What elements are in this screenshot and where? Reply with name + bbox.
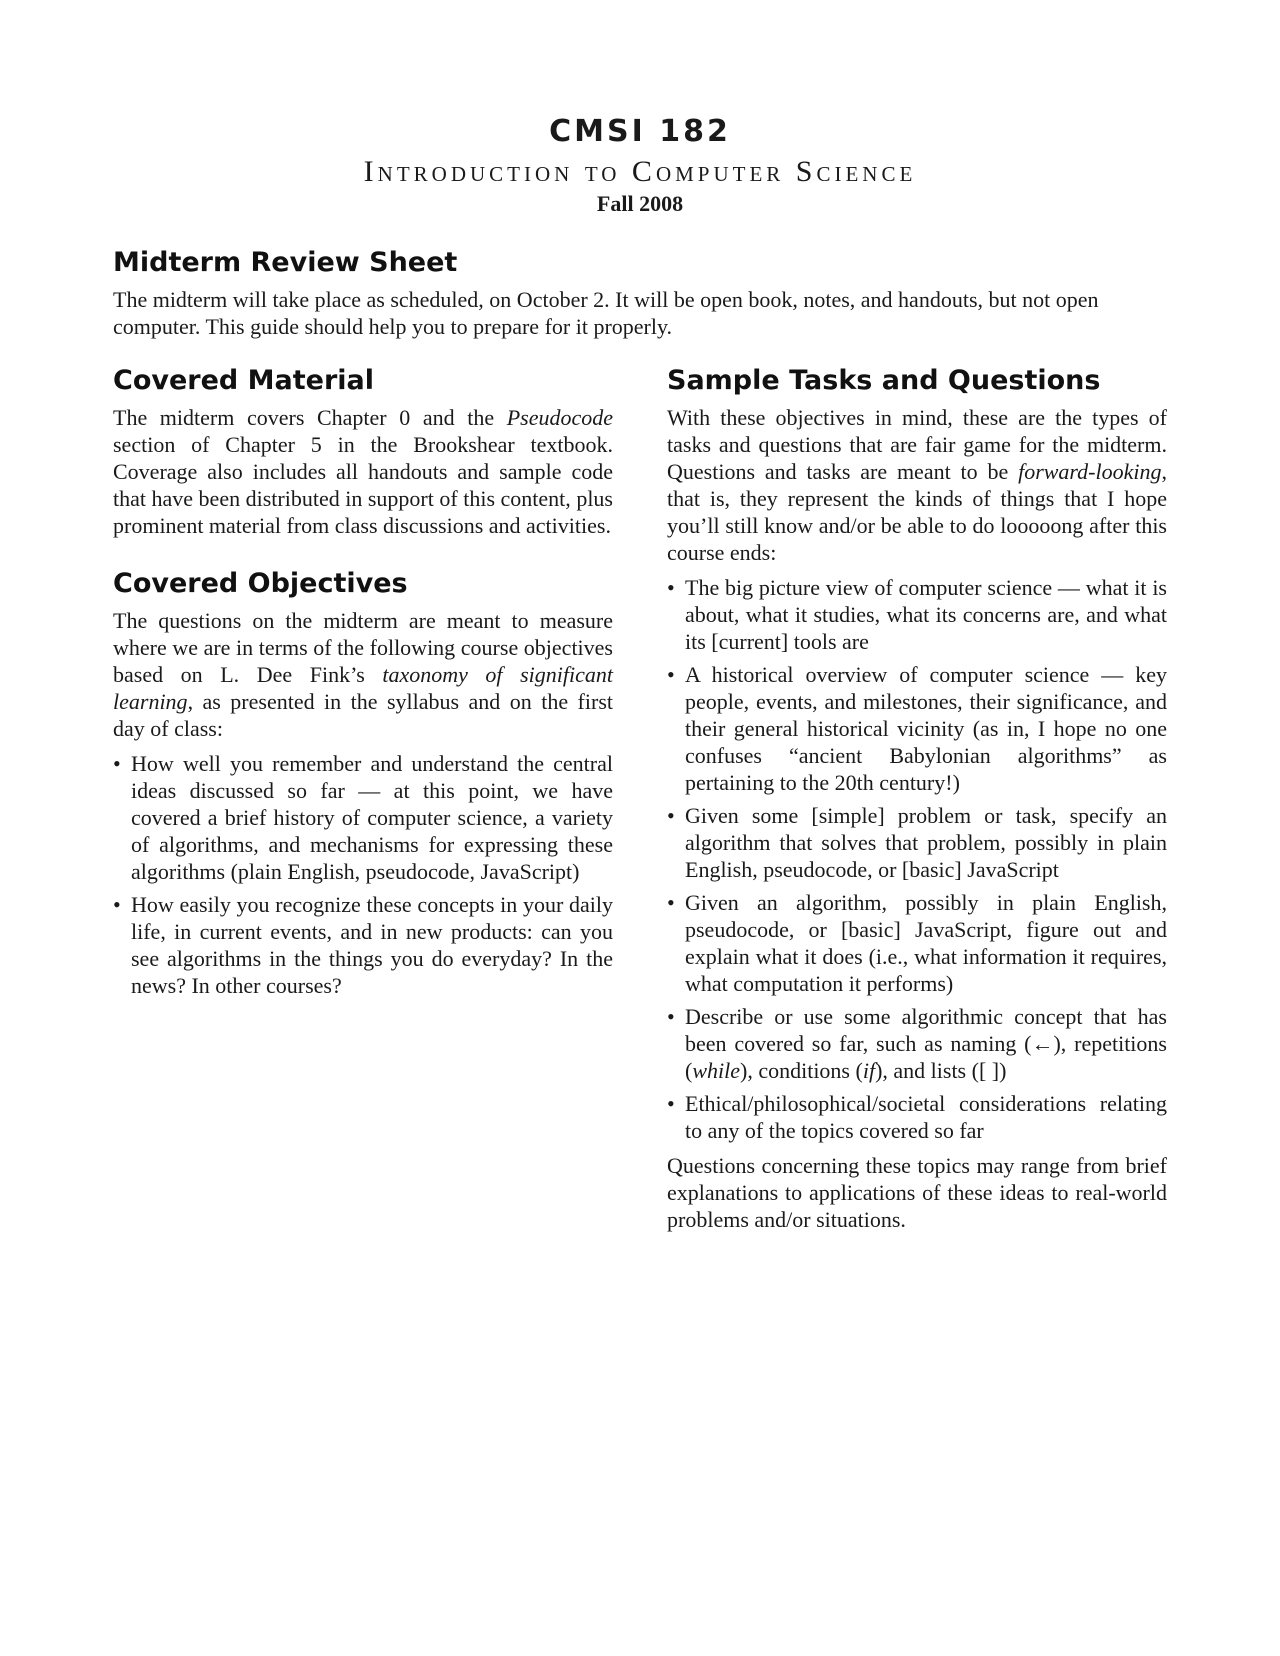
list-item-text-part: ), conditions ( xyxy=(740,1058,863,1083)
course-name: Introduction to Computer Science xyxy=(363,155,917,188)
objectives-list xyxy=(113,750,613,999)
list-item: • Given some [simple] problem or task, specify an algorithm that solves that problem, possibly in plain English, pseudocode, or [basic] JavaScript xyxy=(667,802,1167,883)
sample-tasks-intro xyxy=(667,404,1167,566)
list-item: • How well you remember and understand the central ideas discussed so far — at this point, we have covered a brief history of computer science, a variety of algorithms, and mechanisms for expressing these algorithms (plain English, pseudocode, JavaScript) xyxy=(113,750,613,885)
course-code: CMSI 182 xyxy=(549,114,731,149)
sample-tasks-section xyxy=(667,364,1167,1233)
covered-material-title: Covered Material xyxy=(113,365,374,396)
covered-material-section xyxy=(113,364,613,539)
list-item xyxy=(667,1003,1167,1084)
intro-text: The midterm will take place as scheduled, on October 2. It will be open book, notes, and handouts, but not open computer. This guide should help you to prepare for it properly. xyxy=(113,287,1099,339)
covered-objectives-text-part: , as presented in the syllabus and on the first day of class: xyxy=(113,689,613,741)
list-item: • The big picture view of computer science — what it is about, what it studies, what its concerns are, and what its [current] tools are xyxy=(667,574,1167,655)
covered-objectives-emphasis: taxonomy of significant learning xyxy=(113,662,614,714)
sample-tasks-emphasis: forward-looking xyxy=(1018,459,1162,484)
list-item: • Given an algorithm, possibly in plain English, pseudocode, or [basic] JavaScript, figure out and explain what it does (i.e., what information it requires, what computation it performs) xyxy=(667,889,1167,997)
two-columns xyxy=(113,364,1167,1233)
intro-section xyxy=(113,246,1167,340)
list-item: • Ethical/philosophical/societal considerations relating to any of the topics covered so far xyxy=(667,1090,1167,1144)
list-item-emphasis: if xyxy=(862,1058,876,1083)
covered-objectives-title: Covered Objectives xyxy=(113,568,408,599)
sample-tasks-text-part: With these objectives in mind, these are the types of tasks and questions that are fair game for the midterm. Questions and tasks are meant to be xyxy=(667,405,1167,484)
sample-tasks-title: Sample Tasks and Questions xyxy=(667,365,1101,396)
sample-tasks-text-part: , that is, they represent the kinds of things that I hope you’ll still know and/or be able to do looooong after this course ends: xyxy=(667,459,1167,565)
left-column xyxy=(113,364,613,1233)
covered-material-text-part: The midterm covers Chapter 0 and the xyxy=(113,405,507,430)
tasks-list xyxy=(667,574,1167,1144)
document-header xyxy=(113,112,1167,218)
intro-title: Midterm Review Sheet xyxy=(113,247,458,278)
list-item: • How easily you recognize these concepts in your daily life, in current events, and in new products: can you see algorithms in the things you do everyday? In the news? In other courses? xyxy=(113,891,613,999)
list-item-emphasis: while xyxy=(692,1058,740,1083)
covered-objectives-text xyxy=(113,607,613,742)
covered-material-text xyxy=(113,404,613,539)
right-column xyxy=(667,364,1167,1233)
list-item: • A historical overview of computer science — key people, events, and milestones, their significance, and their general historical vicinity (as in, I hope no one confuses “ancient Babylonian algorithms” as pertaining to the 20th century!) xyxy=(667,661,1167,796)
covered-objectives-section xyxy=(113,567,613,999)
covered-objectives-text-part: The questions on the midterm are meant to measure where we are in terms of the following course objectives based on L. Dee Fink’s xyxy=(113,608,613,687)
term: Fall 2008 xyxy=(596,191,684,216)
covered-material-emphasis: Pseudocode xyxy=(506,405,613,430)
list-item-text-part: ), and lists ([ ]) xyxy=(875,1058,1007,1083)
list-item-text-part: Describe or use some algorithmic concept that has been covered so far, such as naming (←), repetitions ( xyxy=(685,1004,1167,1083)
sample-tasks-closing: Questions concerning these topics may range from brief explanations to applications of these ideas to real-world problems and/or situations. xyxy=(667,1153,1167,1232)
covered-material-text-part: section of Chapter 5 in the Brookshear textbook. Coverage also includes all handouts and sample code that have been distributed in support of this content, plus prominent material from class discussions and activities. xyxy=(113,432,613,538)
